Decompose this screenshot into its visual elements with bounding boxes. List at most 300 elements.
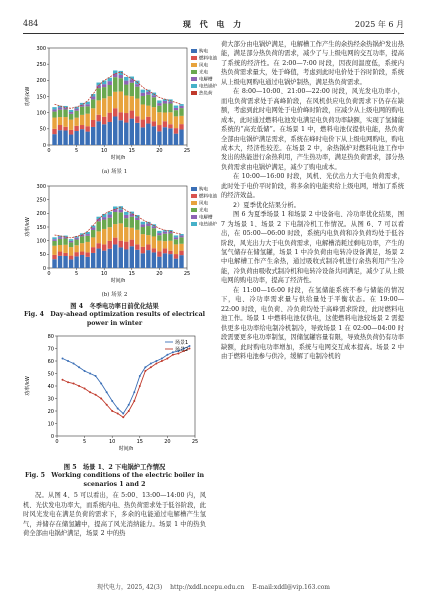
legend-label: 场景1 [175,340,189,347]
bar-segment [135,99,139,117]
bar-segment [113,244,117,268]
bar-segment [80,251,84,254]
legend-swatch [191,215,197,219]
data-point [144,370,146,372]
y-tick-label: 0 [50,434,54,441]
data-point [128,410,130,412]
bar-segment [163,104,167,113]
y-axis-label: 功率/kW [25,86,31,107]
bar-segment [124,123,128,145]
y-tick-label: 0 [42,142,46,149]
data-point [89,392,91,394]
bar-segment [102,217,106,219]
bar-segment [141,253,145,268]
bar-segment [168,128,172,145]
bar-segment [141,90,145,93]
bar-segment [108,113,112,122]
left-body-text: 况。从图 4、5 可以看出，在 5:00、13:00—14:00 内，风机、光伏发电功率大，而系统内电、热负荷需求处于低谷阶段，此时风光发电在满足负荷的需求下，多余的电能通过电解槽产生氢气，并储存在储氢罐中，提高了风光消纳能力。场景 1 中的热负荷全部由电锅炉满足，场景 2 中的热 [23,492,206,538]
legend-swatch [191,187,197,191]
bar-segment [179,255,183,268]
bar-segment [69,256,73,260]
bar-segment [69,259,73,268]
x-tick-label: 5 [83,439,87,446]
bar-segment [58,107,62,109]
y-tick-label: 50 [39,126,46,133]
bar-segment [174,244,178,254]
data-point [84,370,86,372]
bar-segment [157,241,161,252]
bar-segment [124,242,128,250]
bar-segment [91,253,95,268]
y-tick-label: 50 [39,252,46,259]
bar-segment [91,127,95,145]
bar-segment [124,215,128,218]
figure-5-caption-en: Fig. 5 Working conditions of the electric boiler in scenarios 1 and 2 [24,472,205,488]
bar-segment [108,218,112,227]
bar-segment [69,112,73,114]
page-header [23,19,404,31]
data-point [67,360,69,362]
chart-scenario-2 [23,178,217,288]
bar-segment [91,247,95,253]
bar-segment [102,87,106,98]
bar-segment [58,130,62,145]
bar-segment [130,240,134,247]
bar-segment [130,79,134,82]
data-point [73,383,75,385]
chart-scenario-1 [23,40,217,165]
data-point [122,413,124,415]
figure-5-caption-cn: 图 5 场景 1、2 下电锅炉工作情况 [63,463,166,471]
data-point [89,373,91,375]
bar-segment [113,108,117,116]
bar-segment [96,243,100,248]
x-tick-label: 0 [47,270,51,277]
bar-segment [96,248,100,267]
figure-4-caption-en: Fig. 4 Day-ahead optimization results of electrical power in winter [23,311,206,327]
bar-segment [163,232,167,234]
bar-segment [124,249,128,268]
bar-segment [179,104,183,106]
y-tick-label: 20 [47,409,54,416]
y-tick-label: 250 [36,61,46,68]
bar-segment [157,112,161,125]
x-tick-label: 10 [109,439,116,446]
bar-segment [163,253,167,268]
data-point [155,363,157,365]
bar-segment [130,96,134,110]
legend-label: 电解槽 [199,215,213,221]
data-point [161,360,163,362]
bar-segment [91,97,95,100]
x-axis-label: 时间/h [110,155,126,161]
data-point [161,358,163,360]
x-tick-label: 20 [156,270,163,277]
bar-segment [52,134,56,145]
bar-segment [91,108,95,120]
bar-segment [152,236,156,248]
legend-swatch [191,77,197,81]
bar-segment [174,254,178,259]
bar-segment [168,233,172,240]
x-tick-label: 25 [191,439,199,446]
bar-segment [85,242,89,252]
data-point [111,400,113,402]
data-point [95,394,97,396]
bar-segment [124,81,128,85]
bar-segment [102,124,106,145]
y-tick-label: 30 [47,396,54,403]
bar-segment [63,117,67,127]
bar-segment [80,107,84,115]
bar-segment [63,245,67,253]
bar-segment [69,242,73,247]
series-line [63,349,190,418]
bar-segment [52,107,56,109]
legend-label: 燃料电池 [199,194,217,200]
x-axis-label: 时间/h [118,446,134,453]
bar-segment [157,231,161,233]
bar-segment [174,235,178,237]
bar-segment [58,245,62,252]
bar-segment [124,113,128,123]
legend-label: 电热锅炉 [199,222,217,228]
bar-segment [141,222,145,225]
data-point [84,388,86,390]
bar-segment [157,106,161,113]
legend-swatch [191,63,197,67]
bar-segment [179,116,183,124]
bar-segment [179,130,183,145]
bar-segment [146,106,150,117]
y-tick-label: 200 [36,78,46,85]
data-point [188,345,190,347]
y-tick-label: 200 [36,211,46,218]
data-point [100,383,102,385]
page-footer: 现代电力，2025, 42(3) http://xddl.ncepu.edu.cn E-mail:xddl@vip.163.com [97,584,330,591]
legend-label: 场景2 [175,347,189,354]
bar-segment [52,237,56,239]
chart-b-subtitle: (b) 场景 2 [101,292,128,299]
y-tick-label: 10 [47,421,54,428]
data-point [150,363,152,365]
bar-segment [69,114,73,120]
bar-segment [52,112,56,118]
bar-segment [141,234,145,247]
y-tick-label: 300 [36,183,46,190]
legend-label: 光电 [199,208,208,214]
y-axis-label: 功率/kW [25,376,31,397]
figure-4-caption-cn: 图 4 冬季电功率日前优化结果 [70,302,159,310]
bar-segment [108,81,112,85]
data-point [117,413,119,415]
bar-segment [52,118,56,129]
bar-segment [119,223,123,240]
bar-segment [113,116,117,145]
bar-segment [108,214,112,217]
bar-segment [69,247,73,255]
y-tick-label: 250 [36,197,46,204]
bar-segment [85,104,89,106]
bar-segment [69,110,73,112]
bar-segment [146,92,150,95]
bar-segment [113,77,117,92]
figure-5-caption [23,464,206,490]
bar-segment [163,112,167,121]
legend-label: 电热锅炉 [199,84,217,90]
bar-segment [146,95,150,106]
bar-segment [119,210,123,213]
bar-segment [91,94,95,96]
bar-segment [157,251,161,256]
bar-segment [130,246,134,268]
bar-segment [157,103,161,106]
data-point [155,360,157,362]
bar-segment [152,126,156,145]
bar-segment [174,108,178,110]
bar-segment [63,109,67,117]
bar-segment [174,106,178,108]
bar-segment [119,241,123,248]
legend-swatch [191,194,197,198]
bar-segment [74,111,78,118]
y-tick-label: 40 [47,384,54,391]
bar-segment [124,95,128,113]
data-point [122,417,124,419]
data-point [78,367,80,369]
legend-swatch [191,208,197,212]
data-point [166,354,168,356]
bar-segment [119,75,123,78]
bar-segment [96,83,100,86]
data-point [62,379,64,381]
bar-segment [74,256,78,268]
bar-segment [108,241,112,249]
bar-segment [74,245,78,252]
y-tick-label: 100 [36,238,46,245]
paragraph-5: 在 11:00—16:00 时段，在氢储能系统不参与储能的情况下，电、冷功率需求量与供给量处于平衡状态。在 19:00—22:00 时段，电负荷、冷负荷均处于高峰需求阶段，此时燃料电池工作。场景 1 中燃料电池仅供电，这使燃料电池较场景 2 需提供更多电功率给电制冷机制冷，导致场景 1 在 02:00—04:00 时段需要更多电功率制氢，因储氢罐容量有限，导致热负荷仍有功率缺额，此时购电功率增加，系统与电网交互成本提高。场景 2 中由于燃料电池参与供冷，缓解了电制冷机的 [221,286,404,360]
bar-segment [124,85,128,96]
legend-label: 热负荷 [199,91,213,97]
legend-swatch [191,84,197,88]
bar-segment [63,253,67,256]
data-point [106,404,108,406]
bar-segment [168,232,172,233]
bar-segment [102,98,106,116]
bar-segment [174,116,178,128]
bar-segment [108,249,112,268]
bar-segment [152,107,156,121]
data-point [62,358,64,360]
bar-segment [141,104,145,119]
bar-segment [152,228,156,236]
bar-segment [85,106,89,113]
data-point [139,375,141,377]
data-point [128,404,130,406]
bar-segment [58,251,62,255]
legend-label: 燃料电池 [199,56,217,62]
data-point [106,392,108,394]
bar-segment [119,120,123,145]
bar-segment [52,239,56,241]
bar-segment [152,226,156,228]
bar-segment [113,212,117,224]
y-tick-label: 70 [47,346,54,353]
bar-segment [119,91,123,112]
bar-segment [157,257,161,268]
bar-segment [168,241,172,251]
bar-segment [96,221,100,231]
bar-segment [124,77,128,81]
journal-title: 现 代 电 力 [182,19,245,29]
bar-segment [135,116,139,123]
page-number: 484 [23,19,39,28]
bar-segment [135,220,139,230]
bar-segment [152,121,156,126]
x-tick-label: 10 [101,148,108,154]
bar-segment [157,235,161,240]
bar-segment [179,244,183,251]
bar-segment [179,108,183,116]
bar-segment [124,227,128,241]
bar-segment [152,97,156,107]
bar-segment [58,110,62,117]
bar-segment [52,109,56,111]
bar-segment [152,95,156,97]
bar-segment [168,102,172,104]
bar-segment [141,127,145,145]
bar-segment [124,218,128,227]
bar-segment [58,125,62,130]
bar-segment [174,239,178,244]
bar-segment [146,117,150,124]
legend-label: 购电 [199,49,208,55]
legend-swatch [191,70,197,74]
bar-segment [85,257,89,268]
bar-segment [168,103,172,112]
bar-segment [91,227,95,229]
bar-segment [146,235,150,244]
bar-segment [179,251,183,255]
bar-segment [63,238,67,244]
bar-segment [119,78,123,91]
bar-segment [102,251,106,268]
bar-segment [141,120,145,128]
legend-label: 购电 [199,187,208,193]
bar-segment [179,235,183,237]
bar-segment [141,96,145,105]
bar-segment [69,120,73,130]
bar-segment [135,244,139,249]
bar-segment [96,100,100,114]
bar-segment [102,219,106,228]
data-point [95,375,97,377]
bar-segment [91,230,95,237]
bar-segment [91,237,95,247]
bar-segment [102,117,106,125]
x-tick-label: 5 [75,148,79,154]
bar-segment [135,218,139,220]
bar-segment [168,254,172,268]
x-tick-label: 20 [156,148,163,154]
bar-segment [96,115,100,122]
legend-swatch [191,56,197,60]
bar-segment [130,83,134,96]
bar-segment [69,130,73,135]
bar-segment [163,234,167,241]
bar-segment [130,217,134,228]
data-point [67,382,69,384]
bar-segment [130,119,134,145]
bar-segment [141,247,145,254]
data-point [188,348,190,350]
bar-segment [146,226,150,235]
data-point [139,385,141,387]
bar-segment [113,74,117,78]
bar-segment [96,217,100,219]
x-tick-label: 0 [55,439,59,446]
bar-segment [91,120,95,127]
bar-segment [174,134,178,145]
bar-segment [113,224,117,238]
bar-segment [52,259,56,268]
bar-segment [152,248,156,252]
y-tick-label: 300 [36,45,46,52]
bar-segment [108,122,112,145]
chart-electric-boiler [23,330,206,458]
bar-segment [102,244,106,250]
bar-segment [130,228,134,240]
bar-segment [52,129,56,134]
bar-segment [135,230,139,245]
data-point [133,400,135,402]
bar-segment [135,250,139,268]
bar-segment [146,250,150,268]
bar-segment [157,100,161,103]
chart-a-subtitle: (a) 场景 1 [101,169,128,176]
x-tick-label: 25 [183,270,191,277]
bar-segment [102,229,106,244]
load-line [55,72,182,108]
legend-swatch [191,49,197,53]
bar-segment [119,212,123,223]
bar-segment [52,255,56,259]
right-column [221,40,404,361]
bar-segment [58,117,62,125]
bar-segment [179,106,183,108]
figure-4-caption [23,303,206,329]
bar-segment [80,255,84,268]
x-tick-label: 10 [101,270,108,277]
bar-segment [58,239,62,245]
bar-segment [74,118,78,126]
bar-segment [108,85,112,96]
bar-segment [135,87,139,99]
bar-segment [85,234,89,236]
y-tick-label: 150 [36,94,46,101]
x-tick-label: 15 [128,270,135,277]
data-point [150,367,152,369]
bar-segment [85,132,89,145]
bar-segment [157,125,161,131]
x-tick-label: 15 [136,439,143,446]
bar-segment [141,227,145,234]
left-column [23,40,217,539]
bar-segment [74,126,78,131]
bar-segment [69,241,73,243]
bar-segment [69,135,73,145]
bar-segment [74,239,78,245]
